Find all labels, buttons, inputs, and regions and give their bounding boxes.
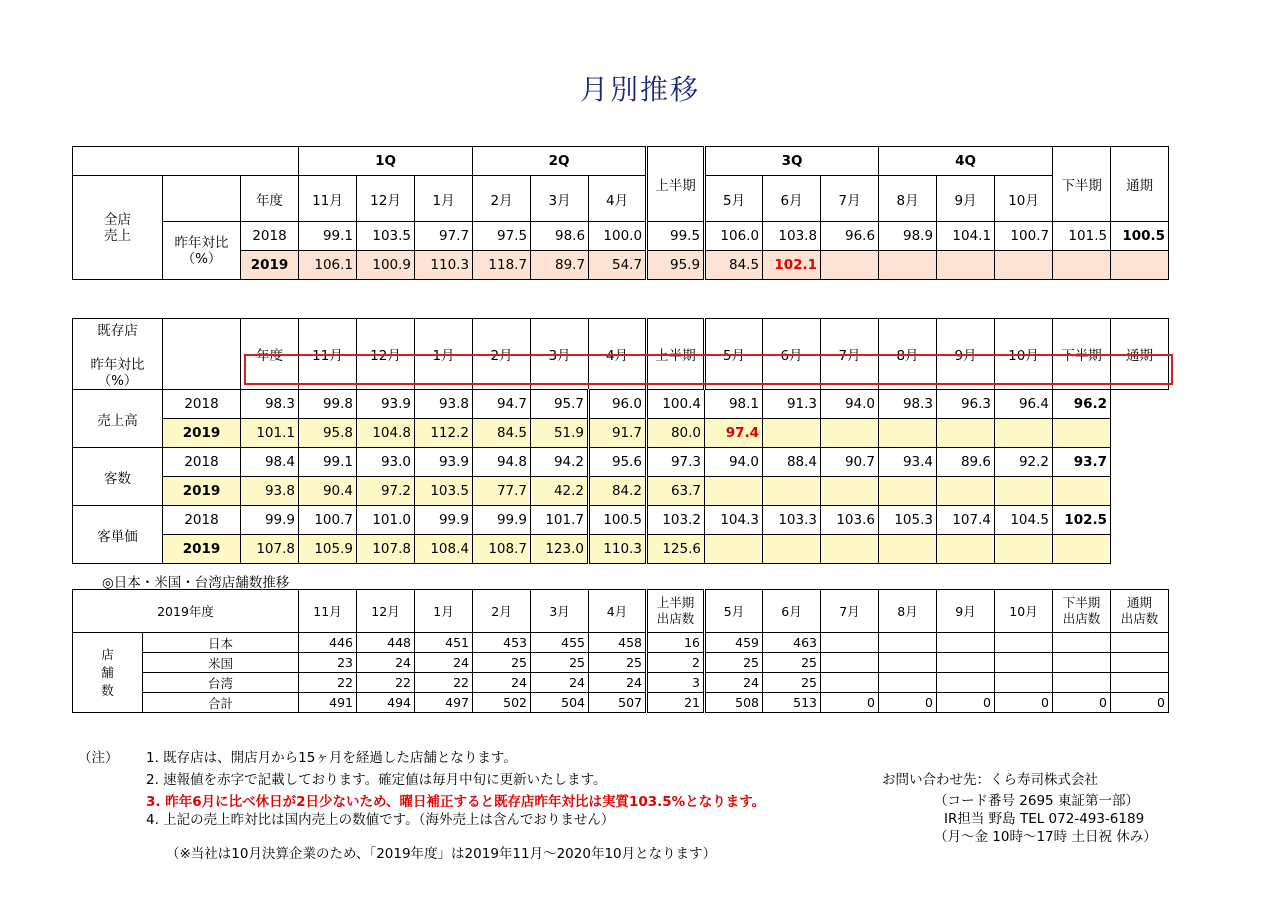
half1-openings-cell: 21 [647, 693, 705, 713]
full-year-cell [1053, 535, 1111, 564]
value-cell: 98.3 [241, 390, 299, 419]
value-cell: 112.2 [415, 419, 473, 448]
store-count-cell: 24 [531, 673, 589, 693]
value-cell: 94.2 [531, 448, 589, 477]
value-cell: 93.9 [415, 448, 473, 477]
half1-cell: 110.3 [589, 535, 647, 564]
month-header: 10月 [995, 590, 1053, 633]
store-count-cell [879, 653, 937, 673]
value-cell: 90.7 [821, 448, 879, 477]
value-cell: 89.6 [937, 448, 995, 477]
store-count-cell: 507 [589, 693, 647, 713]
store-count-cell: 22 [357, 673, 415, 693]
value-cell [879, 251, 937, 280]
value-cell: 99.1 [299, 448, 357, 477]
value-cell: 84.5 [473, 419, 531, 448]
value-cell [705, 477, 763, 506]
year-cell: 2018 [163, 390, 241, 419]
store-count-cell: 24 [705, 673, 763, 693]
half1-cell: 95.6 [589, 448, 647, 477]
value-cell: 91.3 [763, 390, 821, 419]
value-cell: 42.2 [531, 477, 589, 506]
year-header: 年度 [241, 176, 299, 222]
value-cell: 101.1 [241, 419, 299, 448]
store-count-cell: 0 [995, 693, 1053, 713]
value-cell: 80.0 [647, 419, 705, 448]
year-cell: 2019 [163, 535, 241, 564]
store-count-cell [937, 633, 995, 653]
value-cell: 97.2 [357, 477, 415, 506]
store-count-cell: 446 [299, 633, 357, 653]
month-header: 12月 [357, 590, 415, 633]
country-label: 米国 [143, 653, 299, 673]
store-count-cell: 25 [589, 653, 647, 673]
value-cell: 93.4 [879, 448, 937, 477]
store-count-cell [879, 673, 937, 693]
full-year-openings-cell [1111, 633, 1169, 653]
contact-code: （コード番号 2695 東証第一部） [934, 793, 1139, 809]
store-count-cell: 23 [299, 653, 357, 673]
year-cell: 2018 [163, 506, 241, 535]
value-cell: 100.7 [299, 506, 357, 535]
value-cell [821, 535, 879, 564]
value-cell: 103.6 [821, 506, 879, 535]
store-count-cell [821, 653, 879, 673]
value-cell: 99.9 [473, 506, 531, 535]
store-count-cell: 0 [821, 693, 879, 713]
half2-cell [1053, 251, 1111, 280]
year-cell: 2018 [163, 448, 241, 477]
month-header: 10月 [995, 176, 1053, 222]
month-header: 10月 [995, 319, 1053, 390]
full-year-cell: 102.5 [1053, 506, 1111, 535]
full-year-cell [1053, 477, 1111, 506]
country-label: 合計 [143, 693, 299, 713]
month-header: 2月 [473, 319, 531, 390]
full-year-header: 通期 [1111, 147, 1169, 222]
value-cell [937, 535, 995, 564]
half1-cell: 95.9 [647, 251, 705, 280]
month-header: 8月 [879, 176, 937, 222]
half2-openings-cell: 0 [1053, 693, 1111, 713]
value-cell: 93.9 [357, 390, 415, 419]
value-cell: 103.8 [763, 222, 821, 251]
half2-cell: 96.4 [995, 390, 1053, 419]
existing-store-label [73, 319, 163, 390]
full-year-openings-cell [1111, 653, 1169, 673]
half1-openings-cell: 16 [647, 633, 705, 653]
month-header: 11月 [299, 590, 357, 633]
note-item: 2. 速報値を赤字で記載しております。確定値は毎月中旬に更新いたします。 [146, 772, 607, 788]
store-count-cell [937, 673, 995, 693]
value-cell: 97.4 [705, 419, 763, 448]
half2-cell: 104.5 [995, 506, 1053, 535]
value-cell [937, 419, 995, 448]
header-blank [163, 176, 241, 222]
store-count-table [72, 589, 1169, 713]
store-count-cell: 25 [473, 653, 531, 673]
value-cell: 98.6 [531, 222, 589, 251]
value-cell: 103.3 [763, 506, 821, 535]
store-count-cell: 458 [589, 633, 647, 653]
notes-prefix: （注） [78, 750, 119, 766]
value-cell [879, 535, 937, 564]
value-cell: 96.6 [821, 222, 879, 251]
year-cell: 2019 [241, 251, 299, 280]
month-header: 6月 [763, 590, 821, 633]
quarter-header: 4Q [879, 147, 1053, 176]
value-cell: 93.8 [241, 477, 299, 506]
store-count-cell: 508 [705, 693, 763, 713]
month-header: 4月 [589, 590, 647, 633]
month-header: 11月 [299, 319, 357, 390]
half1-header: 上半期 [647, 319, 705, 390]
value-cell [821, 419, 879, 448]
value-cell: 98.1 [705, 390, 763, 419]
fiscal-year-header: 2019年度 [73, 590, 299, 633]
value-cell: 103.5 [357, 222, 415, 251]
half1-openings-header: 上半期 出店数 [647, 590, 705, 633]
value-cell: 77.7 [473, 477, 531, 506]
year-cell: 2019 [163, 477, 241, 506]
store-count-cell [995, 673, 1053, 693]
full-year-header: 通期 [1111, 319, 1169, 390]
value-cell: 100.4 [647, 390, 705, 419]
store-count-cell: 453 [473, 633, 531, 653]
store-count-cell [995, 653, 1053, 673]
quarter-header: 2Q [473, 147, 647, 176]
year-cell: 2019 [163, 419, 241, 448]
value-cell: 104.3 [705, 506, 763, 535]
value-cell: 98.3 [879, 390, 937, 419]
contact-ir: IR担当 野島 TEL 072-493-6189 [944, 811, 1145, 827]
half2-cell [995, 419, 1053, 448]
value-cell: 103.2 [647, 506, 705, 535]
store-count-cell: 25 [763, 653, 821, 673]
month-header: 3月 [531, 319, 589, 390]
month-header: 8月 [879, 319, 937, 390]
half2-header: 下半期 [1053, 147, 1111, 222]
contact-hours: （月～金 10時～17時 土日祝 休み） [934, 829, 1157, 845]
note-item-highlight: 3. 昨年6月に比べ休日が2日少ないため、曜日補正すると既存店昨年対比は実質103.5%となります。 [146, 794, 766, 810]
value-cell: 63.7 [647, 477, 705, 506]
month-header: 12月 [357, 176, 415, 222]
half1-cell: 84.2 [589, 477, 647, 506]
value-cell: 105.9 [299, 535, 357, 564]
half2-openings-header: 下半期 出店数 [1053, 590, 1111, 633]
half1-header: 上半期 [647, 147, 705, 222]
value-cell [995, 251, 1053, 280]
value-cell: 99.9 [415, 506, 473, 535]
store-count-cell: 459 [705, 633, 763, 653]
value-cell: 97.7 [415, 222, 473, 251]
value-cell [821, 477, 879, 506]
month-header: 5月 [705, 176, 763, 222]
month-header: 9月 [937, 590, 995, 633]
half2-openings-cell [1053, 673, 1111, 693]
month-header: 9月 [937, 176, 995, 222]
value-cell: 99.8 [299, 390, 357, 419]
full-year-cell: 93.7 [1053, 448, 1111, 477]
value-cell: 54.7 [589, 251, 647, 280]
full-year-openings-header: 通期 出店数 [1111, 590, 1169, 633]
half1-cell: 100.5 [589, 506, 647, 535]
month-header: 1月 [415, 319, 473, 390]
month-header: 12月 [357, 319, 415, 390]
month-header: 7月 [821, 590, 879, 633]
month-header: 5月 [705, 590, 763, 633]
value-cell: 110.3 [415, 251, 473, 280]
month-header: 2月 [473, 176, 531, 222]
value-cell [705, 535, 763, 564]
value-cell: 51.9 [531, 419, 589, 448]
store-count-cell: 494 [357, 693, 415, 713]
value-cell: 107.4 [937, 506, 995, 535]
month-header: 8月 [879, 590, 937, 633]
full-year-cell: 100.5 [1111, 222, 1169, 251]
store-count-caption: ◎日本・米国・台湾店舗数推移 [102, 575, 290, 591]
metric-label: 客数 [73, 448, 163, 506]
value-cell: 106.0 [705, 222, 763, 251]
value-cell: 100.7 [995, 222, 1053, 251]
value-cell: 100.9 [357, 251, 415, 280]
half1-cell: 99.5 [647, 222, 705, 251]
value-cell: 94.8 [473, 448, 531, 477]
half1-cell: 96.0 [589, 390, 647, 419]
value-cell: 98.4 [241, 448, 299, 477]
quarter-header: 3Q [705, 147, 879, 176]
store-count-cell: 455 [531, 633, 589, 653]
half2-header: 下半期 [1053, 319, 1111, 390]
value-cell: 90.4 [299, 477, 357, 506]
full-year-openings-cell: 0 [1111, 693, 1169, 713]
month-header: 7月 [821, 319, 879, 390]
month-header: 9月 [937, 319, 995, 390]
store-count-cell: 25 [705, 653, 763, 673]
header-blank [73, 147, 299, 176]
month-header: 2月 [473, 590, 531, 633]
month-header: 6月 [763, 319, 821, 390]
store-count-cell: 25 [763, 673, 821, 693]
half1-openings-cell: 3 [647, 673, 705, 693]
value-cell: 89.7 [531, 251, 589, 280]
value-cell [763, 419, 821, 448]
month-header: 3月 [531, 590, 589, 633]
value-cell: 94.0 [821, 390, 879, 419]
full-year-cell [1111, 251, 1169, 280]
half2-openings-cell [1053, 653, 1111, 673]
value-cell: 93.0 [357, 448, 415, 477]
value-cell [821, 251, 879, 280]
value-cell [763, 477, 821, 506]
value-cell: 102.1 [763, 251, 821, 280]
value-cell [763, 535, 821, 564]
half2-cell [995, 535, 1053, 564]
value-cell: 107.8 [357, 535, 415, 564]
value-cell: 88.4 [763, 448, 821, 477]
store-count-cell: 25 [531, 653, 589, 673]
header-blank [163, 319, 241, 390]
value-cell: 118.7 [473, 251, 531, 280]
value-cell: 125.6 [647, 535, 705, 564]
half1-cell: 91.7 [589, 419, 647, 448]
store-count-cell: 0 [879, 693, 937, 713]
store-count-cell: 513 [763, 693, 821, 713]
fiscal-footnote: （※当社は10月決算企業のため、「2019年度」は2019年11月～2020年10月となります） [166, 846, 717, 862]
value-cell [879, 477, 937, 506]
store-count-cell: 463 [763, 633, 821, 653]
value-cell: 108.4 [415, 535, 473, 564]
value-cell: 97.5 [473, 222, 531, 251]
month-header: 4月 [589, 176, 647, 222]
value-cell: 93.8 [415, 390, 473, 419]
value-cell: 94.7 [473, 390, 531, 419]
store-count-cell [821, 673, 879, 693]
note-item: 4. 上記の売上昨対比は国内売上の数値です。（海外売上は含んでおりません） [146, 812, 615, 828]
store-count-cell: 22 [415, 673, 473, 693]
value-cell: 123.0 [531, 535, 589, 564]
store-count-cell [821, 633, 879, 653]
month-header: 7月 [821, 176, 879, 222]
store-count-cell: 24 [415, 653, 473, 673]
page-title: 月別推移 [579, 73, 700, 106]
value-cell: 97.3 [647, 448, 705, 477]
value-cell: 99.9 [241, 506, 299, 535]
all-store-label: 全店 売上 [73, 176, 163, 280]
month-header: 1月 [415, 176, 473, 222]
value-cell: 104.8 [357, 419, 415, 448]
half2-openings-cell [1053, 633, 1111, 653]
value-cell: 95.7 [531, 390, 589, 419]
value-cell: 106.1 [299, 251, 357, 280]
metric-label: 売上高 [73, 390, 163, 448]
contact-company: お問い合わせ先：くら寿司株式会社 [882, 772, 1098, 788]
value-cell: 94.0 [705, 448, 763, 477]
store-count-side-label: 店 舗 数 [73, 633, 143, 713]
store-count-cell: 24 [473, 673, 531, 693]
country-label: 台湾 [143, 673, 299, 693]
full-year-cell [1053, 419, 1111, 448]
value-cell: 104.1 [937, 222, 995, 251]
value-cell: 101.0 [357, 506, 415, 535]
value-cell: 96.3 [937, 390, 995, 419]
value-cell: 84.5 [705, 251, 763, 280]
value-cell: 108.7 [473, 535, 531, 564]
value-cell: 98.9 [879, 222, 937, 251]
half2-cell: 92.2 [995, 448, 1053, 477]
all-store-sales-table [72, 146, 1169, 280]
store-count-cell: 502 [473, 693, 531, 713]
value-cell: 95.8 [299, 419, 357, 448]
month-header: 11月 [299, 176, 357, 222]
store-count-cell: 24 [589, 673, 647, 693]
value-cell [879, 419, 937, 448]
year-header: 年度 [241, 319, 299, 390]
month-header: 4月 [589, 319, 647, 390]
existing-store-yoy-table [72, 318, 1169, 564]
value-cell: 107.8 [241, 535, 299, 564]
store-count-cell: 504 [531, 693, 589, 713]
store-count-cell: 24 [357, 653, 415, 673]
store-count-cell: 497 [415, 693, 473, 713]
existing-store-title: 既存店 [97, 323, 138, 339]
quarter-header: 1Q [299, 147, 473, 176]
full-year-cell: 96.2 [1053, 390, 1111, 419]
month-header: 5月 [705, 319, 763, 390]
store-count-cell: 22 [299, 673, 357, 693]
value-cell: 99.1 [299, 222, 357, 251]
half1-openings-cell: 2 [647, 653, 705, 673]
yoy-label: 昨年対比 （%） [90, 357, 145, 389]
store-count-cell: 0 [937, 693, 995, 713]
full-year-openings-cell [1111, 673, 1169, 693]
store-count-cell [995, 633, 1053, 653]
store-count-cell: 448 [357, 633, 415, 653]
store-count-cell [937, 653, 995, 673]
year-cell: 2018 [241, 222, 299, 251]
month-header: 3月 [531, 176, 589, 222]
month-header: 1月 [415, 590, 473, 633]
value-cell [937, 477, 995, 506]
store-count-cell: 491 [299, 693, 357, 713]
value-cell [937, 251, 995, 280]
month-header: 6月 [763, 176, 821, 222]
value-cell: 100.0 [589, 222, 647, 251]
half2-cell [995, 477, 1053, 506]
value-cell: 105.3 [879, 506, 937, 535]
store-count-cell: 451 [415, 633, 473, 653]
half2-cell: 101.5 [1053, 222, 1111, 251]
note-item: 1. 既存店は、開店月から15ヶ月を経過した店舗となります。 [146, 750, 517, 766]
country-label: 日本 [143, 633, 299, 653]
yoy-label: 昨年対比 （%） [163, 222, 241, 280]
metric-label: 客単価 [73, 506, 163, 564]
value-cell: 103.5 [415, 477, 473, 506]
value-cell: 101.7 [531, 506, 589, 535]
store-count-cell [879, 633, 937, 653]
